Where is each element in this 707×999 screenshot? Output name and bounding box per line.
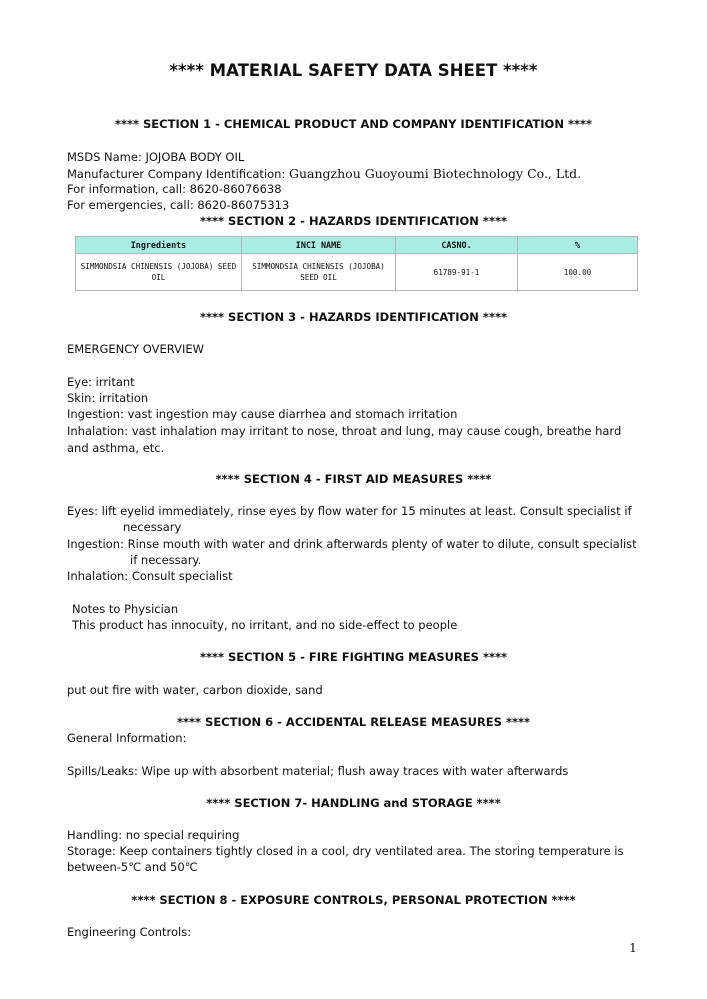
eye-hazard: Eye: irritant (67, 375, 135, 389)
section-6-heading: **** SECTION 6 - ACCIDENTAL RELEASE MEASURES **** (176, 715, 531, 729)
storage: Storage: Keep containers tightly closed in a cool, dry ventilated area. The storing temperature is (67, 844, 624, 858)
table-header: % (518, 237, 638, 254)
manufacturer-line (67, 166, 581, 181)
first-aid-eyes: Eyes: lift eyelid immediately, rinse eyes by flow water for 15 minutes at least. Consult specialist if (67, 504, 632, 518)
page-number: 1 (629, 940, 637, 955)
table-cell: SIMMONDSIA CHINENSIS (JOJOBA) SEED OIL (242, 254, 396, 291)
section-4-heading: **** SECTION 4 - FIRST AID MEASURES **** (215, 472, 492, 486)
first-aid-inhalation: Inhalation: Consult specialist (67, 569, 233, 583)
info-phone: For information, call: 8620-86076638 (67, 182, 282, 196)
skin-hazard: Skin: irritation (67, 391, 149, 405)
table-row (76, 254, 638, 291)
handling: Handling: no special requiring (67, 828, 240, 842)
section-3-heading: **** SECTION 3 - HAZARDS IDENTIFICATION **** (200, 310, 507, 324)
notes-heading: Notes to Physician (72, 602, 179, 616)
emergency-overview: EMERGENCY OVERVIEW (67, 342, 204, 356)
section-1-heading: **** SECTION 1 - CHEMICAL PRODUCT AND COMPANY IDENTIFICATION **** (114, 117, 593, 131)
engineering-controls: Engineering Controls: (67, 925, 192, 939)
storage-temperature: between-5℃ and 50℃ (67, 860, 198, 874)
ingestion-hazard: Ingestion: vast ingestion may cause diarrhea and stomach irritation (67, 407, 458, 421)
fire-fighting-text: put out fire with water, carbon dioxide, sand (67, 683, 323, 697)
table-header: INCI NAME (242, 237, 396, 254)
inhalation-hazard: Inhalation: vast inhalation may irritant to nose, throat and lung, may cause cough, breathe hard and asthma, etc. (67, 424, 622, 455)
section-2-heading: **** SECTION 2 - HAZARDS IDENTIFICATION **** (200, 214, 507, 228)
section-8-heading: **** SECTION 8 - EXPOSURE CONTROLS, PERSONAL PROTECTION **** (131, 893, 576, 907)
table-header: Ingredients (76, 237, 242, 254)
table-cell: SIMMONDSIA CHINENSIS (JOJOBA) SEED OIL (76, 254, 242, 291)
table-header: CASNO. (396, 237, 518, 254)
emergency-phone: For emergencies, call: 8620-86075313 (67, 198, 290, 212)
manufacturer-label: Manufacturer Company Identification: (67, 167, 289, 181)
first-aid-eyes-cont: necessary (123, 520, 182, 534)
general-information: General Information: (67, 731, 187, 745)
spills-leaks: Spills/Leaks: Wipe up with absorbent material; flush away traces with water afterwards (67, 764, 569, 778)
table-cell: 61789-91-1 (396, 254, 518, 291)
table-cell: 100.00 (518, 254, 638, 291)
first-aid-ingestion-cont: if necessary. (130, 553, 202, 567)
section-5-heading: **** SECTION 5 - FIRE FIGHTING MEASURES **** (199, 650, 508, 664)
section-7-heading: **** SECTION 7- HANDLING and STORAGE **** (206, 796, 501, 810)
notes-text: This product has innocuity, no irritant, and no side-effect to people (72, 618, 458, 632)
msds-name: MSDS Name: JOJOBA BODY OIL (67, 150, 245, 164)
ingredients-table (75, 236, 638, 291)
document-title: **** MATERIAL SAFETY DATA SHEET **** (169, 61, 538, 80)
manufacturer-name: Guangzhou Guoyoumi Biotechnology Co., Ltd. (289, 166, 582, 181)
first-aid-ingestion: Ingestion: Rinse mouth with water and drink afterwards plenty of water to dilute, consult specialist (67, 537, 637, 551)
table-header-row (76, 237, 638, 254)
